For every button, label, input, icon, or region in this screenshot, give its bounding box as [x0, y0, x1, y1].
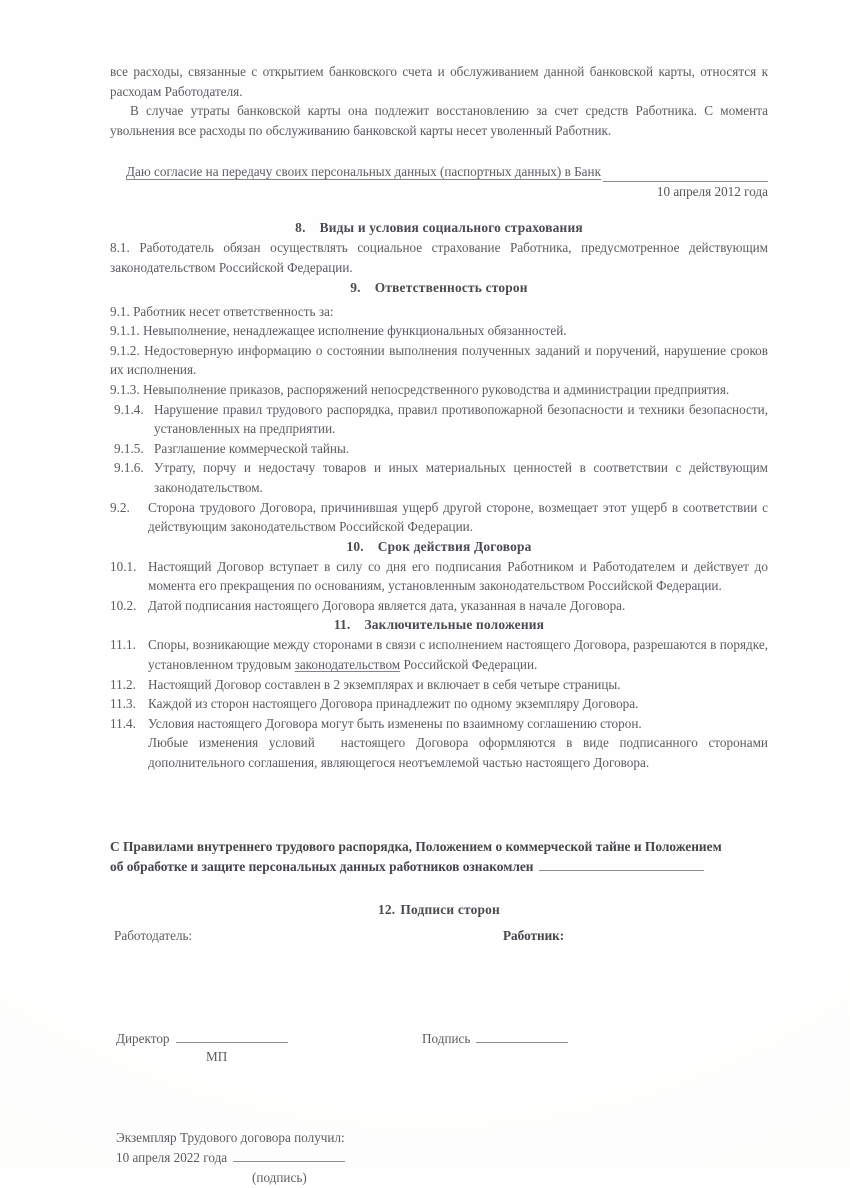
director-label: Директор	[116, 1030, 170, 1046]
clause-text: Настоящий Договор вступает в силу со дня его подписания Работником и Работодателем и действует до момента его прекращения по основаниям, установленным законодательством Российской Федерации.	[148, 558, 768, 594]
clause-text-after: Российской Федерации.	[400, 657, 538, 673]
clause-9-1-6	[110, 458, 768, 497]
acknowledgement-line-1: С Правилами внутреннего трудового распорядка, Положением о коммерческой тайне и Положением	[110, 838, 722, 854]
director-signature-blank[interactable]	[176, 1030, 288, 1043]
paragraph-bank-card-loss: В случае утраты банковской карты она подлежит восстановлению за счет средств Работника. С момента увольнения все расходы по обслуживанию банковской карты несет уволенный Работник.	[110, 103, 768, 138]
acknowledgement-signature-blank[interactable]	[539, 857, 704, 871]
clause-number: 10.2.	[110, 597, 137, 613]
section-12-title: Подписи сторон	[400, 901, 500, 917]
clause-9-1: 9.1. Работник несет ответственность за:	[110, 303, 334, 319]
clause-number: 9.1.5.	[114, 440, 144, 456]
signature-lines	[110, 1030, 768, 1088]
employee-label: Работник:	[503, 927, 565, 943]
clause-number: 9.1.4.	[114, 401, 144, 417]
section-11-number: 11.	[333, 617, 351, 633]
section-9-heading	[110, 278, 768, 298]
section-11-title: Заключительные положения	[364, 617, 545, 633]
clause-text: Настоящий Договор составлен в 2 экземплярах и включает в себя четыре страницы.	[148, 676, 621, 692]
clause-9-2	[110, 498, 768, 537]
signature-label: Подпись	[422, 1030, 471, 1046]
clause-number: 9.2.	[110, 499, 130, 515]
section-9-title: Ответственность сторон	[374, 279, 528, 295]
section-8-heading	[110, 218, 768, 238]
received-copy-text: Экземпляр Трудового договора получил:	[116, 1129, 345, 1145]
section-9-number: 9.	[350, 279, 361, 295]
clause-10-2	[110, 596, 768, 616]
section-11-heading	[110, 615, 768, 635]
clause-9-1-1: 9.1.1. Невыполнение, ненадлежащее исполнение функциональных обязанностей.	[110, 323, 567, 339]
section-10-title: Срок действия Договора	[377, 538, 532, 554]
clause-9-1-5	[110, 439, 768, 459]
clause-8-1: 8.1. Работодатель обязан осуществлять социальное страхование Работника, предусмотренное действующим законодательством Российской Федерации.	[110, 240, 768, 275]
clause-text	[148, 635, 768, 674]
director-signature-field	[116, 1030, 288, 1047]
section-8-title: Виды и условия социального страхования	[319, 220, 583, 236]
clause-11-2	[110, 675, 768, 695]
received-copy-caption: (подпись)	[252, 1169, 307, 1185]
clause-11-4-line2-b: настоящего Договора оформляются в виде подписанного сторонами дополнительного соглашения, являющегося неотъемлемой частью настоящего Договора.	[148, 735, 768, 771]
clause-number: 11.4.	[110, 715, 136, 731]
clause-9-1-3: 9.1.3. Невыполнение приказов, распоряжений непосредственного руководства и администрации предприятия.	[110, 381, 730, 397]
section-8-number: 8.	[295, 220, 306, 236]
clause-11-3	[110, 694, 768, 714]
clause-9-1-2: 9.1.2. Недостоверную информацию о состоянии выполнения полученных заданий и поручений, нарушение сроков их исполнения.	[110, 342, 768, 378]
clause-9-1-4	[110, 400, 768, 439]
section-12-number: 12.	[378, 901, 396, 917]
clause-text: Утрату, порчу и недостачу товаров и иных материальных ценностей в соответствии с действующим законодательством.	[154, 460, 768, 495]
paragraph-bank-card-expenses: все расходы, связанные с открытием банковского счета и обслуживанием данной банковской карты, относятся к расходам Работодателя.	[110, 64, 768, 99]
clause-text-underlined: законодательством	[294, 657, 401, 673]
clause-10-1	[110, 557, 768, 596]
employee-signature-blank[interactable]	[476, 1030, 568, 1043]
clause-number: 10.1.	[110, 558, 137, 574]
received-copy-date-row	[110, 1148, 768, 1168]
clause-11-1	[110, 635, 768, 674]
received-copy-signature-blank[interactable]	[233, 1149, 345, 1162]
received-copy-block	[110, 1128, 768, 1188]
clause-text: Разглашение коммерческой тайны.	[154, 440, 350, 456]
clause-number: 11.2.	[110, 676, 136, 692]
consent-text: Даю согласие на передачу своих персональных данных (паспортных данных) в Банк	[126, 164, 601, 180]
clause-number: 11.1.	[110, 637, 136, 653]
document-body	[110, 62, 768, 1188]
clause-11-4-line2-a: Любые изменения условий	[148, 735, 315, 751]
stamp-label: МП	[206, 1048, 228, 1064]
section-10-heading	[110, 537, 768, 557]
clause-number: 9.1.6.	[114, 460, 144, 476]
clause-text-before: Споры, возникающие между сторонами в связи с исполнением настоящего Договора, разрешаются в порядке, установленном трудовым	[148, 637, 768, 673]
employee-signature-field	[422, 1030, 568, 1047]
clause-number: 11.3.	[110, 696, 136, 712]
signature-party-labels	[110, 928, 768, 954]
clause-text: Каждой из сторон настоящего Договора принадлежит по одному экземпляру Договора.	[148, 696, 639, 712]
consent-blank-rule[interactable]	[603, 168, 768, 182]
consent-date: 10 апреля 2012 года	[656, 184, 768, 200]
clause-11-4	[110, 714, 768, 773]
section-12-heading	[110, 900, 768, 920]
clause-text: Нарушение правил трудового распорядка, правил противопожарной безопасности и техники безопасности, установленных на предприятии.	[154, 401, 768, 437]
acknowledgement-line-2	[110, 857, 768, 878]
consent-line	[110, 162, 768, 182]
clause-text	[148, 714, 768, 773]
section-10-number: 10.	[346, 538, 364, 554]
clause-11-4-line1: Условия настоящего Договора могут быть изменены по взаимному соглашению сторон.	[148, 715, 642, 731]
acknowledgement-text: об обработке и защите персональных данных работников ознакомлен	[110, 859, 534, 875]
employer-label: Работодатель:	[114, 927, 193, 943]
received-copy-date: 10 апреля 2022 года	[116, 1149, 228, 1165]
clause-text: Датой подписания настоящего Договора является дата, указанная в начале Договора.	[148, 597, 626, 613]
clause-text: Сторона трудового Договора, причинившая ущерб другой стороне, возмещает этот ущерб в соответствии с действующим законодательством Российской Федерации.	[148, 499, 768, 535]
